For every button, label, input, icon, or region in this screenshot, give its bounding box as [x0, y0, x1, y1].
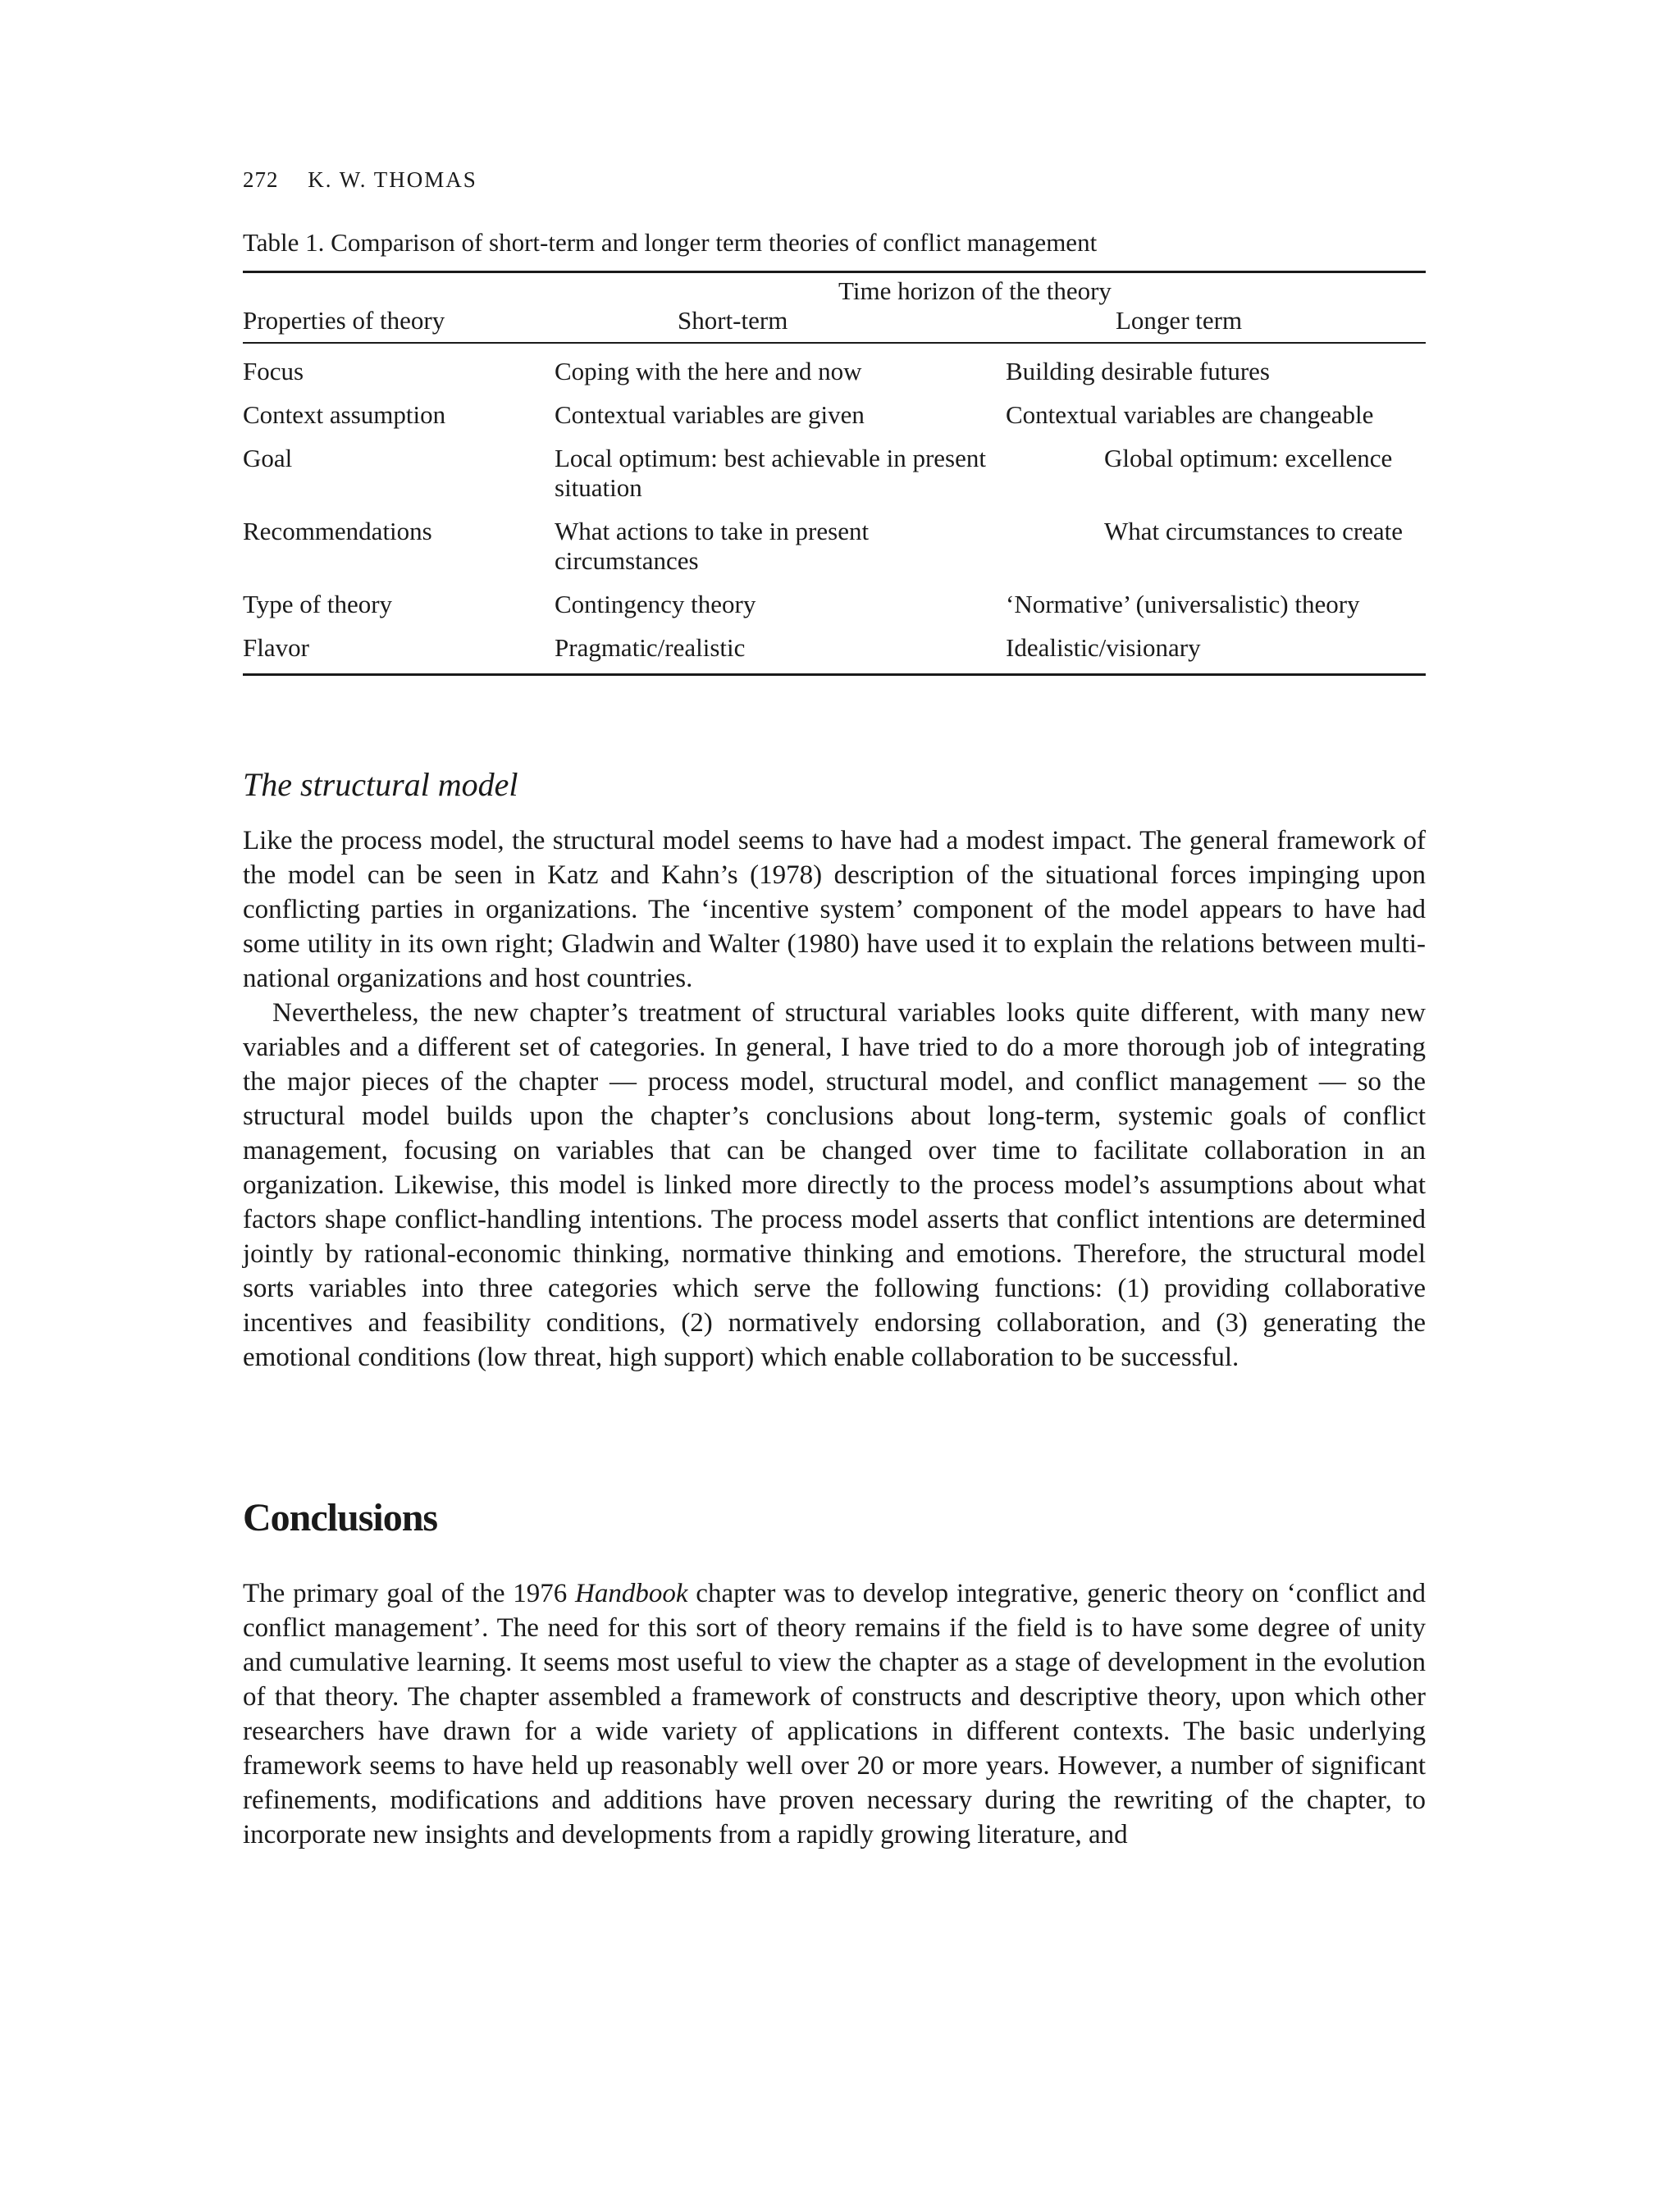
- table-header-short-term: Short-term: [678, 306, 788, 335]
- table-cell-property: Goal: [243, 444, 293, 472]
- paragraph: Nevertheless, the new chapter’s treatment of structural variables looks quite different, with many new variables and a different set of categories. In general, I have tried to do a more thorough job of integrating the major pieces of the chapter — process model, structural model, and conflict management — so the structural model builds upon the chapter’s conclusions about long-term, systemic goals of conflict management, focusing on variables that can be changed over time to facilitate collaboration in an organization. Likewise, this model is linked more directly to the process model’s assumptions about what factors shape conflict-handling intentions. The process model asserts that conflict intentions are determined jointly by rational-economic thinking, normative thinking and emotions. Therefore, the structural model sorts variables into three categories which serve the following functions: (1) providing collaborative incentives and feasibility conditions, (2) normatively endorsing collaboration, and (3) generating the emotional conditions (low threat, high support) which enable collaboration to be successful.: [243, 998, 1426, 1372]
- table-cell-short-term: Contingency theory: [555, 590, 756, 618]
- table-cell-short-term: Contextual variables are given: [555, 400, 865, 429]
- paragraph: [243, 1576, 1426, 1852]
- table-cell-short-term: Pragmatic/realistic: [555, 633, 746, 662]
- table-cell-longer-term: Idealistic/visionary: [1006, 633, 1201, 662]
- table-cell-property: Recommendations: [243, 517, 432, 545]
- table-cell-longer-term: Global optimum: excellence: [1104, 444, 1393, 472]
- table-header-properties: Properties of theory: [243, 306, 445, 335]
- table-row: [243, 394, 1426, 437]
- table-cell-short-term: Local optimum: best achievable in present situation: [555, 444, 986, 502]
- table-cell-longer-term: Building desirable futures: [1006, 357, 1270, 385]
- table-cell-short-term: What actions to take in present circumstances: [555, 517, 870, 575]
- running-head: [243, 167, 477, 193]
- table-body: [243, 344, 1426, 673]
- running-head-author: K. W. THOMAS: [308, 167, 477, 192]
- table-bottom-rule: [243, 673, 1426, 676]
- table-cell-property: Type of theory: [243, 590, 393, 618]
- table-cell-property: Focus: [243, 357, 304, 385]
- table-row: [243, 350, 1426, 394]
- table-header: [243, 273, 1426, 342]
- page-number: 272: [243, 167, 279, 192]
- table-spanning-header: Time horizon of the theory: [838, 276, 1112, 305]
- table-cell-property: Flavor: [243, 633, 309, 662]
- table-row: [243, 437, 1426, 510]
- table-cell-longer-term: ‘Normative’ (universalistic) theory: [1006, 590, 1360, 618]
- paragraph-text: chapter was to develop integrative, generic theory on ‘conflict and conflict management’. The need for this sort of theory remains if the field is to have some degree of unity and cumulative learning. It seems most useful to view the chapter as a stage of development in the evolution of that theory. The chapter assembled a framework of constructs and descriptive theory, upon which other researchers have drawn for a wide variety of applications in different contexts. The basic underlying framework seems to have held up reasonably well over 20 or more years. However, a number of significant refinements, modifications and additions have proven necessary during the rewriting of the chapter, to incorporate new insights and developments from a rapidly growing literature, and: [243, 1579, 1427, 1849]
- section-heading-structural-model: The structural model: [243, 766, 518, 803]
- table-header-longer-term: Longer term: [1116, 306, 1243, 335]
- conclusions-text: [243, 1576, 1426, 1852]
- table-row: [243, 583, 1426, 627]
- table-cell-short-term: Coping with the here and now: [555, 357, 862, 385]
- structural-model-text: [243, 823, 1426, 1375]
- table-cell-property: Context assumption: [243, 400, 446, 429]
- table-row: [243, 627, 1426, 670]
- table-cell-longer-term: What circumstances to create: [1104, 517, 1404, 545]
- emphasized-title: Handbook: [575, 1579, 688, 1608]
- comparison-table: [243, 226, 1426, 676]
- paragraph: Like the process model, the structural model seems to have had a modest impact. The general framework of the model can be seen in Katz and Kahn’s (1978) description of the situational forces impinging upon conflicting parties in organizations. The ‘incentive system’ component of the model appears to have had some utility in its own right; Gladwin and Walter (1980) have used it to explain the relations between multi-national organizations and host countries.: [243, 826, 1426, 993]
- table-cell-longer-term: Contextual variables are changeable: [1006, 400, 1374, 429]
- paragraph-text: The primary goal of the 1976: [243, 1579, 576, 1608]
- table-caption: Table 1. Comparison of short-term and longer term theories of conflict management: [243, 228, 1098, 257]
- section-heading-conclusions: Conclusions: [243, 1496, 438, 1539]
- table-row: [243, 510, 1426, 583]
